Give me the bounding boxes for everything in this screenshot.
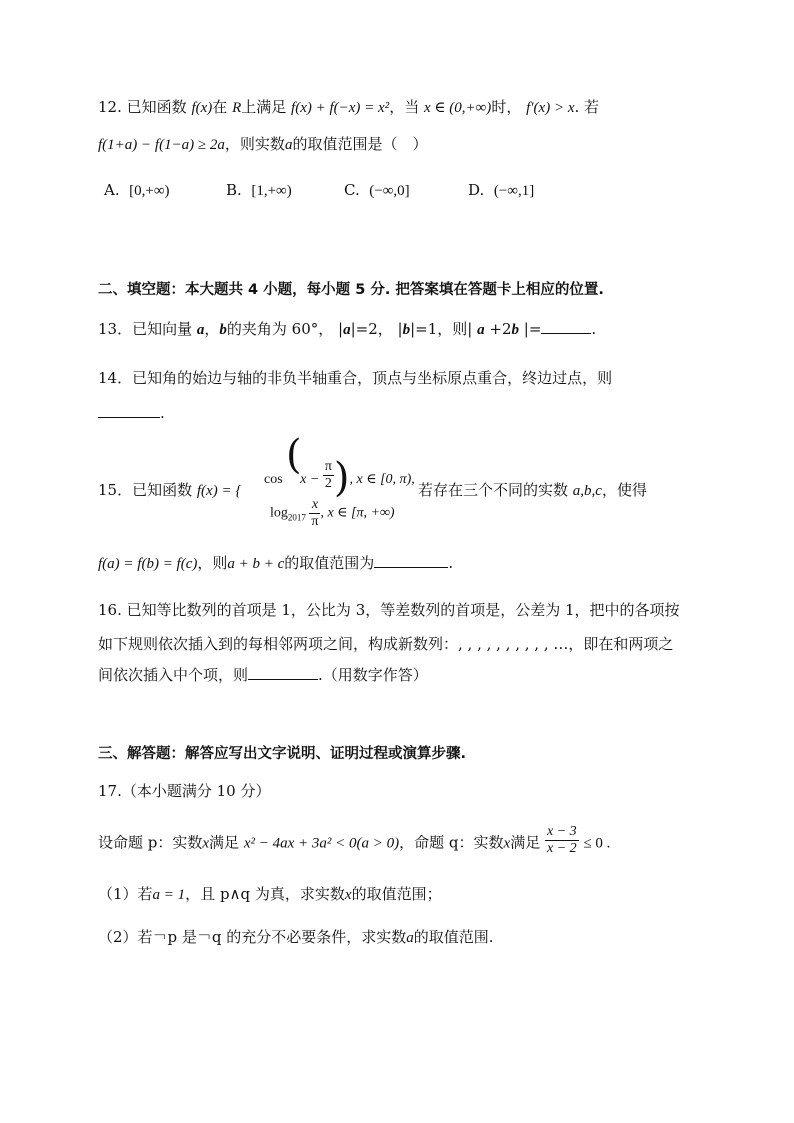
q13-line: 13．已知向量 a，b的夹角为 60°， |a|=2， |b|=1，则| a +2b |= . xyxy=(98,320,597,338)
q17-fraction: $\frac{x - 3}{x - 2}$ xyxy=(546,824,577,856)
q17-title: 17.（本小题满分 10 分） xyxy=(98,782,271,800)
q12-line1: 12. 已知函数 f(x)在 R上满足 f(x) + f(−x) = x²，当 x ∈ (0,+∞)时， f′(x) > x. 若 xyxy=(98,98,600,116)
q14-line2: . xyxy=(98,402,165,424)
option-c: C. (−∞,0] xyxy=(344,181,410,199)
q16-line2: 如下规则依次插入到的每相邻两项之间，构成新数列：, , , , , , , , , , …，即在和两项之 xyxy=(98,635,674,653)
q15-line1: 15．已知函数 f(x) = { xyxy=(98,481,242,499)
q12-line2: f(1+a) − f(1−a) ≥ 2a，则实数a的取值范围是（ ） xyxy=(98,135,428,153)
q17-statement: 设命题 p：实数x满足 x² − 4ax + 3a² < 0(a > 0)，命题 q：实数x满足 $\frac{x - 3}{x - 2}$ ≤ 0 . xyxy=(98,824,611,856)
q16-line1: 16. 已知等比数列的首项是 1，公比为 3，等差数列的首项是，公差为 1，把中的各项按 xyxy=(98,601,680,619)
piecewise-case-2: $\log_{2017}$ $\frac{x}{\pi}$ , x ∈ [π, +∞) xyxy=(270,497,395,529)
answer-blank[interactable] xyxy=(98,403,160,418)
q12-options xyxy=(98,179,618,201)
answer-blank[interactable] xyxy=(541,319,591,334)
q17-part2: （2）若￢p 是￢q 的充分不必要条件，求实数a的取值范围. xyxy=(98,928,494,946)
q15-line2: f(a) = f(b) = f(c)，则a + b + c的取值范围为 . xyxy=(98,554,454,572)
section3-heading: 三、解答题：解答应写出文字说明、证明过程或演算步骤. xyxy=(98,746,467,762)
option-b: B. [1,+∞) xyxy=(226,181,292,199)
q14-line1: 14．已知角的始边与轴的非负半轴重合，顶点与坐标原点重合，终边过点，则 xyxy=(98,369,613,387)
q17-part1: （1）若a = 1，且 p∧q 为真，求实数x的取值范围； xyxy=(98,885,442,903)
q15-line1-tail: 若存在三个不同的实数 a,b,c，使得 xyxy=(418,481,647,499)
q12-number: 12. xyxy=(98,98,122,116)
answer-blank[interactable] xyxy=(248,665,318,680)
q12-equation: f(x) + f(−x) = x² xyxy=(291,100,390,116)
q12-inequality: f(1+a) − f(1−a) ≥ 2a xyxy=(98,137,225,153)
answer-blank[interactable] xyxy=(374,553,448,568)
section2-heading: 二、填空题：本大题共 4 小题，每小题 5 分. 把答案填在答题卡上相应的位置. xyxy=(98,282,604,298)
piecewise-case-1: cos ( x − $\frac{\pi}{2}$ ), x ∈ [0, π), xyxy=(264,432,415,501)
option-d: D. (−∞,1] xyxy=(468,181,535,199)
option-a: A. [0,+∞) xyxy=(104,181,170,199)
q16-line3: 间依次插入中个项，则 .（用数字作答） xyxy=(98,666,428,684)
